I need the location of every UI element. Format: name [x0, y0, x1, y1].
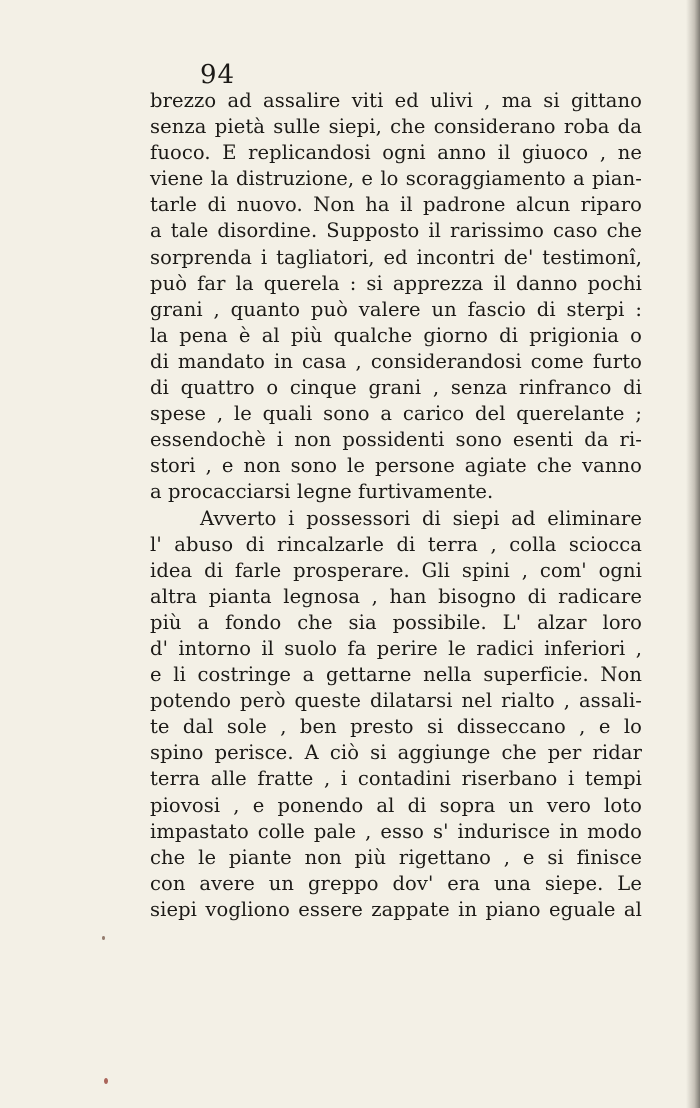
text-line: l' abuso di rincalzarle di terra , colla sciocca: [150, 532, 642, 556]
text-line: brezzo ad assalire viti ed ulivi , ma si gittano: [150, 89, 642, 112]
ink-speck: [102, 936, 105, 940]
text-line: te dal sole , ben presto si disseccano , e lo: [150, 715, 642, 739]
paragraph-start-line: Avverto i possessori di siepi ad eliminare: [200, 506, 642, 530]
text-line: con avere un greppo dov' era una siepe. Le: [150, 871, 642, 895]
text-line: idea di farle prosperare. Gli spini , com' ogni: [150, 558, 642, 582]
text-line: senza pietà sulle siepi, che considerano roba da: [150, 115, 642, 139]
text-line: spino perisce. A ciò si aggiunge che per ridar: [150, 741, 642, 765]
text-line: piovosi , e ponendo al di sopra un vero loto: [150, 793, 642, 817]
text-line: altra pianta legnosa , han bisogno di radicare: [150, 584, 642, 608]
text-line: grani , quanto può valere un fascio di sterpi :: [150, 297, 642, 321]
text-line: terra alle fratte , i contadini riserbano i tempi: [150, 767, 642, 791]
text-line: fuoco. E replicandosi ogni anno il giuoco , ne: [150, 141, 642, 165]
text-line: potendo però queste dilatarsi nel rialto , assali-: [150, 689, 642, 713]
text-line: impastato colle pale , esso s' indurisce in modo: [150, 819, 642, 843]
text-line: più a fondo che sia possibile. L' alzar loro: [150, 610, 642, 634]
text-line: che le piante non più rigettano , e si finisce: [150, 845, 642, 869]
body-text: [150, 88, 642, 923]
text-line: di quattro o cinque grani , senza rinfranco di: [150, 376, 642, 400]
paragraph-end-line: a procacciarsi legne furtivamente.: [150, 480, 494, 504]
text-line: e li costringe a gettarne nella superficie. Non: [150, 663, 642, 687]
text-line: d' intorno il suolo fa perire le radici inferiori ,: [150, 636, 642, 660]
text-line: può far la querela : si apprezza il danno pochi: [150, 271, 642, 295]
text-line: la pena è al più qualche giorno di prigionia o: [150, 323, 642, 347]
text-line: di mandato in casa , considerandosi come furto: [150, 349, 642, 373]
text-line: sorprenda i tagliatori, ed incontri de' testimonî,: [150, 245, 642, 269]
page-edge-shadow: [686, 0, 700, 1108]
text-line: essendochè i non possidenti sono esenti da ri-: [150, 428, 642, 452]
text-line: viene la distruzione, e lo scoraggiamento a pian-: [150, 167, 642, 191]
text-line: spese , le quali sono a carico del querelante ;: [150, 402, 642, 426]
ink-speck: [104, 1078, 108, 1084]
text-line: siepi vogliono essere zappate in piano eguale al: [150, 897, 642, 921]
page-number: 94: [200, 60, 236, 90]
text-line: a tale disordine. Supposto il rarissimo caso che: [150, 219, 642, 243]
text-line: stori , e non sono le persone agiate che vanno: [150, 454, 642, 478]
text-line: tarle di nuovo. Non ha il padrone alcun riparo: [150, 193, 642, 217]
